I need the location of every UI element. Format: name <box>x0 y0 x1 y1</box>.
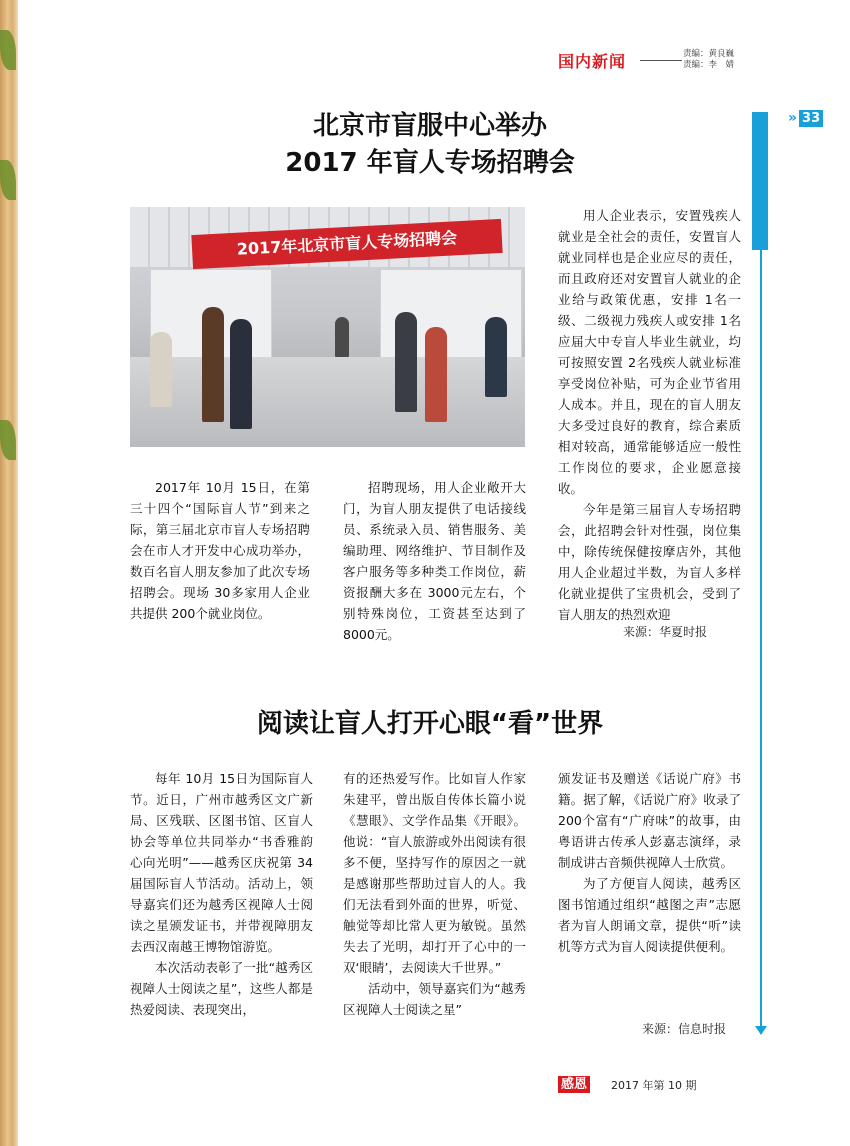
page-number <box>788 110 823 127</box>
person-figure <box>395 312 417 412</box>
article2-column-2 <box>343 768 526 1020</box>
person-figure <box>485 317 507 397</box>
photo-floor <box>130 357 525 447</box>
article1-column-1 <box>130 477 310 624</box>
page-marker-icon: » <box>788 110 798 126</box>
paragraph: 每年 10月 15日为国际盲人节。近日，广州市越秀区文广新局、区残联、区图书馆、区盲人协会等单位共同举办“书香雅韵 心向光明”——越秀区庆祝第 34届国际盲人节活动。活动上，领导嘉宾们还为越秀区视障人士阅读之星颁发证书，并带视障朋友去西汉南越王博物馆游览。 <box>130 771 313 954</box>
paragraph: 活动中，领导嘉宾们为“越秀区视障人士阅读之星” <box>343 981 526 1017</box>
person-figure <box>202 307 224 422</box>
section-title: 国内新闻 <box>558 52 627 71</box>
article1-title-line2: 2017 年盲人专场招聘会 <box>285 148 575 178</box>
header-divider <box>640 60 682 61</box>
paragraph: 用人企业表示，安置残疾人就业是全社会的责任，安置盲人就业同样也是企业应尽的责任，而且政府还对安置盲人就业的企业给与政策优惠，安排 1名一级、二级视力残疾人或安排 1名应届大中专盲人毕业生就业，均可按照安置 2名残疾人就业标准享受岗位补贴，可为企业节省用人成本。并且，现在的盲人朋友大多受过良好的教育，综合素质相对较高，通常能够适应一般性工作岗位的要求，企业愿意接收。 <box>558 208 741 496</box>
down-arrow-icon <box>755 1026 767 1035</box>
article2-column-1 <box>130 768 313 1020</box>
article2-title: 阅读让盲人打开心眼“看”世界 <box>256 709 604 739</box>
article1-column-3 <box>558 205 741 625</box>
editor-1: 责编：黄良巍 <box>683 49 735 59</box>
person-figure <box>230 319 252 429</box>
photo-banner: 2017年北京市盲人专场招聘会 <box>191 219 502 269</box>
article2-source: 来源：信息时报 <box>642 1022 727 1036</box>
paragraph: 有的还热爱写作。比如盲人作家朱建平，曾出版自传体长篇小说《慧眼》、文学作品集《开眼》。他说：“盲人旅游或外出阅读有很多不便，坚持写作的原因之一就是感谢那些帮助过盲人的人。我们无法看到外面的世界，听觉、触觉等却比常人更为敏锐。虽然失去了光明，却打开了心中的一双‘眼睛’，去阅读大千世界。” <box>343 771 526 975</box>
editor-credits <box>683 49 734 71</box>
job-fair-photo <box>130 207 525 447</box>
person-figure <box>150 332 172 407</box>
article1-column-2 <box>343 477 526 645</box>
paragraph: 招聘现场，用人企业敞开大门，为盲人朋友提供了电话接线员、系统录入员、销售服务、美编助理、网络维护、节目制作及客户服务等多种类工作岗位，薪资报酬大多在 3000元左右，个别特殊岗位，工资甚至达到了 8000元。 <box>343 480 526 642</box>
paragraph: 颁发证书及赠送《话说广府》书籍。据了解，《话说广府》收录了 200个富有“广府味”的故事，由粤语讲古传承人彭嘉志演绎，录制成讲古音频供视障人士欣赏。 <box>558 771 741 870</box>
person-figure <box>425 327 447 422</box>
person-figure <box>335 317 349 357</box>
paragraph: 为了方便盲人阅读，越秀区图书馆通过组织“越图之声”志愿者为盲人朗诵文章，提供“听”读机等方式为盲人阅读提供便利。 <box>558 876 741 954</box>
paragraph: 本次活动表彰了一批“越秀区视障人士阅读之星”，这些人都是热爱阅读、表现突出， <box>130 960 313 1017</box>
editor-2: 责编：李 婧 <box>683 60 735 70</box>
page-number-value: 33 <box>799 110 823 127</box>
article1-title-line1: 北京市盲服中心举办 <box>312 111 547 141</box>
paragraph: 今年是第三届盲人专场招聘会，此招聘会针对性强，岗位集中，除传统保健按摩店外，其他用人企业超过半数，为盲人多样化就业提供了宝贵机会，受到了盲人朋友的热烈欢迎 <box>558 502 741 622</box>
paragraph: 2017年 10月 15日，在第三十四个“国际盲人节”到来之际，第三届北京市盲人专场招聘会在市人才开发中心成功举办，数百名盲人朋友参加了此次专场招聘会。现场 30多家用人企业共提供 200个就业岗位。 <box>130 480 310 621</box>
article1-source: 来源：华夏时报 <box>623 625 708 639</box>
magazine-logo: 感恩 <box>558 1076 590 1093</box>
article2-column-3 <box>558 768 741 957</box>
blue-side-line <box>760 250 762 1030</box>
issue-number: 2017 年第 10 期 <box>611 1079 697 1092</box>
blue-side-bar <box>752 112 768 250</box>
